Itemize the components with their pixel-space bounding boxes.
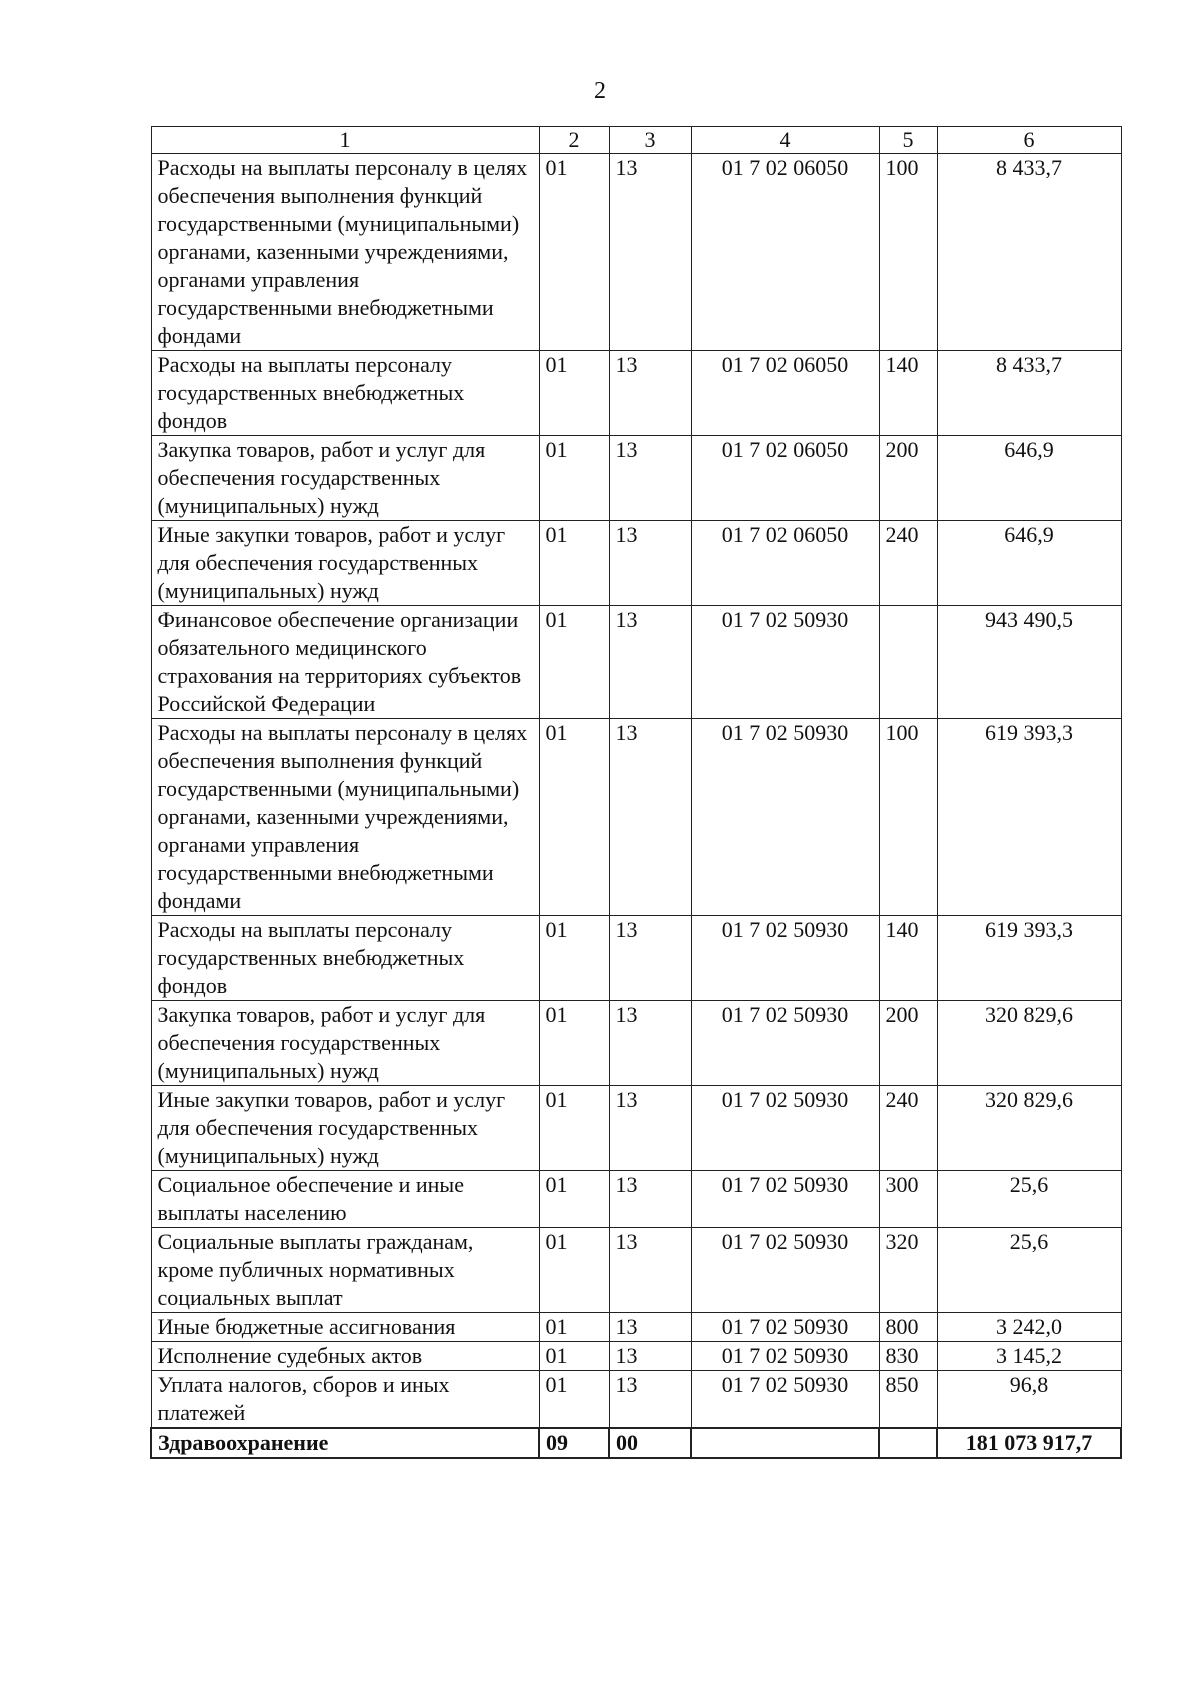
expense-name-cell: Уплата налогов, сборов и иных платежей	[151, 1371, 539, 1429]
expense-type-cell: 200	[879, 436, 937, 521]
target-article-cell: 01 7 02 50930	[691, 719, 879, 916]
amount-cell: 320 829,6	[937, 1086, 1121, 1171]
table-row	[151, 1371, 1121, 1429]
target-article-cell: 01 7 02 50930	[691, 916, 879, 1001]
target-article-cell: 01 7 02 50930	[691, 1171, 879, 1228]
amount-cell: 3 242,0	[937, 1313, 1121, 1342]
target-article-cell: 01 7 02 06050	[691, 521, 879, 606]
table-row	[151, 1001, 1121, 1086]
section-code-cell: 01	[539, 916, 609, 1001]
expense-name-cell: Расходы на выплаты персоналу государственных внебюджетных фондов	[151, 351, 539, 436]
subsection-code-cell: 13	[609, 606, 691, 719]
target-article-cell: 01 7 02 50930	[691, 1086, 879, 1171]
expense-type-cell: 240	[879, 521, 937, 606]
table-row	[151, 1342, 1121, 1371]
subsection-code-cell: 13	[609, 351, 691, 436]
expense-name-cell: Социальные выплаты гражданам, кроме публичных нормативных социальных выплат	[151, 1228, 539, 1313]
budget-table	[150, 126, 1122, 1459]
expense-name-cell: Исполнение судебных актов	[151, 1342, 539, 1371]
subsection-code-cell: 13	[609, 916, 691, 1001]
target-article-cell: 01 7 02 06050	[691, 351, 879, 436]
subsection-code-cell: 13	[609, 1086, 691, 1171]
amount-cell: 8 433,7	[937, 351, 1121, 436]
subsection-code-cell: 13	[609, 154, 691, 351]
target-article-cell: 01 7 02 50930	[691, 1001, 879, 1086]
subsection-code-cell: 13	[609, 521, 691, 606]
expense-type-cell: 140	[879, 351, 937, 436]
amount-cell: 96,8	[937, 1371, 1121, 1429]
expense-name-cell: Иные закупки товаров, работ и услуг для обеспечения государственных (муниципальных) нужд	[151, 1086, 539, 1171]
amount-cell: 25,6	[937, 1171, 1121, 1228]
target-article-cell: 01 7 02 50930	[691, 1228, 879, 1313]
table-row	[151, 1171, 1121, 1228]
section-code-cell: 01	[539, 1001, 609, 1086]
expense-type-cell: 300	[879, 1171, 937, 1228]
table-row	[151, 1086, 1121, 1171]
expense-type-cell: 240	[879, 1086, 937, 1171]
expense-name-cell: Расходы на выплаты персоналу в целях обеспечения выполнения функций государственными (муниципальными) органами, казенными учреждениями, органами управления государственными внебюджетными фондами	[151, 719, 539, 916]
table-row	[151, 719, 1121, 916]
column-number: 1	[151, 127, 539, 154]
subsection-code-cell: 00	[609, 1428, 691, 1458]
expense-type-cell: 100	[879, 719, 937, 916]
expense-name-cell: Закупка товаров, работ и услуг для обеспечения государственных (муниципальных) нужд	[151, 436, 539, 521]
section-code-cell: 01	[539, 1313, 609, 1342]
total-row	[151, 1428, 1121, 1458]
section-code-cell: 01	[539, 1228, 609, 1313]
target-article-cell	[691, 1428, 879, 1458]
section-code-cell: 01	[539, 521, 609, 606]
section-code-cell: 01	[539, 351, 609, 436]
subsection-code-cell: 13	[609, 1171, 691, 1228]
expense-type-cell	[879, 606, 937, 719]
section-code-cell: 01	[539, 1171, 609, 1228]
amount-cell: 646,9	[937, 436, 1121, 521]
section-code-cell: 01	[539, 154, 609, 351]
page-number: 2	[594, 78, 606, 104]
subsection-code-cell: 13	[609, 1371, 691, 1429]
target-article-cell: 01 7 02 50930	[691, 1371, 879, 1429]
subsection-code-cell: 13	[609, 1001, 691, 1086]
amount-cell: 646,9	[937, 521, 1121, 606]
section-code-cell: 01	[539, 719, 609, 916]
target-article-cell: 01 7 02 50930	[691, 606, 879, 719]
table-row	[151, 916, 1121, 1001]
expense-type-cell: 830	[879, 1342, 937, 1371]
target-article-cell: 01 7 02 06050	[691, 436, 879, 521]
expense-name-cell: Расходы на выплаты персоналу государственных внебюджетных фондов	[151, 916, 539, 1001]
column-number: 3	[609, 127, 691, 154]
column-number: 6	[937, 127, 1121, 154]
subsection-code-cell: 13	[609, 719, 691, 916]
section-code-cell: 01	[539, 606, 609, 719]
expense-type-cell: 100	[879, 154, 937, 351]
expense-name-cell: Социальное обеспечение и иные выплаты населению	[151, 1171, 539, 1228]
column-number-row	[151, 127, 1121, 154]
section-code-cell: 09	[539, 1428, 609, 1458]
expense-type-cell: 320	[879, 1228, 937, 1313]
expense-type-cell: 800	[879, 1313, 937, 1342]
column-number: 5	[879, 127, 937, 154]
table-row	[151, 606, 1121, 719]
amount-cell: 320 829,6	[937, 1001, 1121, 1086]
amount-cell: 8 433,7	[937, 154, 1121, 351]
expense-name-cell: Закупка товаров, работ и услуг для обеспечения государственных (муниципальных) нужд	[151, 1001, 539, 1086]
expense-name-cell: Здравоохранение	[151, 1428, 539, 1458]
subsection-code-cell: 13	[609, 1342, 691, 1371]
column-number: 4	[691, 127, 879, 154]
target-article-cell: 01 7 02 50930	[691, 1342, 879, 1371]
table-row	[151, 1228, 1121, 1313]
subsection-code-cell: 13	[609, 436, 691, 521]
amount-cell: 619 393,3	[937, 719, 1121, 916]
table-row	[151, 521, 1121, 606]
section-code-cell: 01	[539, 1371, 609, 1429]
subsection-code-cell: 13	[609, 1228, 691, 1313]
table-row	[151, 1313, 1121, 1342]
expense-name-cell: Иные закупки товаров, работ и услуг для обеспечения государственных (муниципальных) нужд	[151, 521, 539, 606]
table-row	[151, 436, 1121, 521]
expense-type-cell	[879, 1428, 937, 1458]
expense-type-cell: 140	[879, 916, 937, 1001]
target-article-cell: 01 7 02 06050	[691, 154, 879, 351]
subsection-code-cell: 13	[609, 1313, 691, 1342]
section-code-cell: 01	[539, 1086, 609, 1171]
expense-type-cell: 850	[879, 1371, 937, 1429]
expense-type-cell: 200	[879, 1001, 937, 1086]
table-row	[151, 351, 1121, 436]
amount-cell: 943 490,5	[937, 606, 1121, 719]
section-code-cell: 01	[539, 436, 609, 521]
amount-cell: 25,6	[937, 1228, 1121, 1313]
expense-name-cell: Расходы на выплаты персоналу в целях обеспечения выполнения функций государственными (муниципальными) органами, казенными учреждениями, органами управления государственными внебюджетными фондами	[151, 154, 539, 351]
table-row	[151, 154, 1121, 351]
amount-cell: 3 145,2	[937, 1342, 1121, 1371]
expense-name-cell: Иные бюджетные ассигнования	[151, 1313, 539, 1342]
column-number: 2	[539, 127, 609, 154]
target-article-cell: 01 7 02 50930	[691, 1313, 879, 1342]
amount-cell: 619 393,3	[937, 916, 1121, 1001]
amount-cell: 181 073 917,7	[937, 1428, 1121, 1458]
section-code-cell: 01	[539, 1342, 609, 1371]
expense-name-cell: Финансовое обеспечение организации обязательного медицинского страхования на территориях субъектов Российской Федерации	[151, 606, 539, 719]
